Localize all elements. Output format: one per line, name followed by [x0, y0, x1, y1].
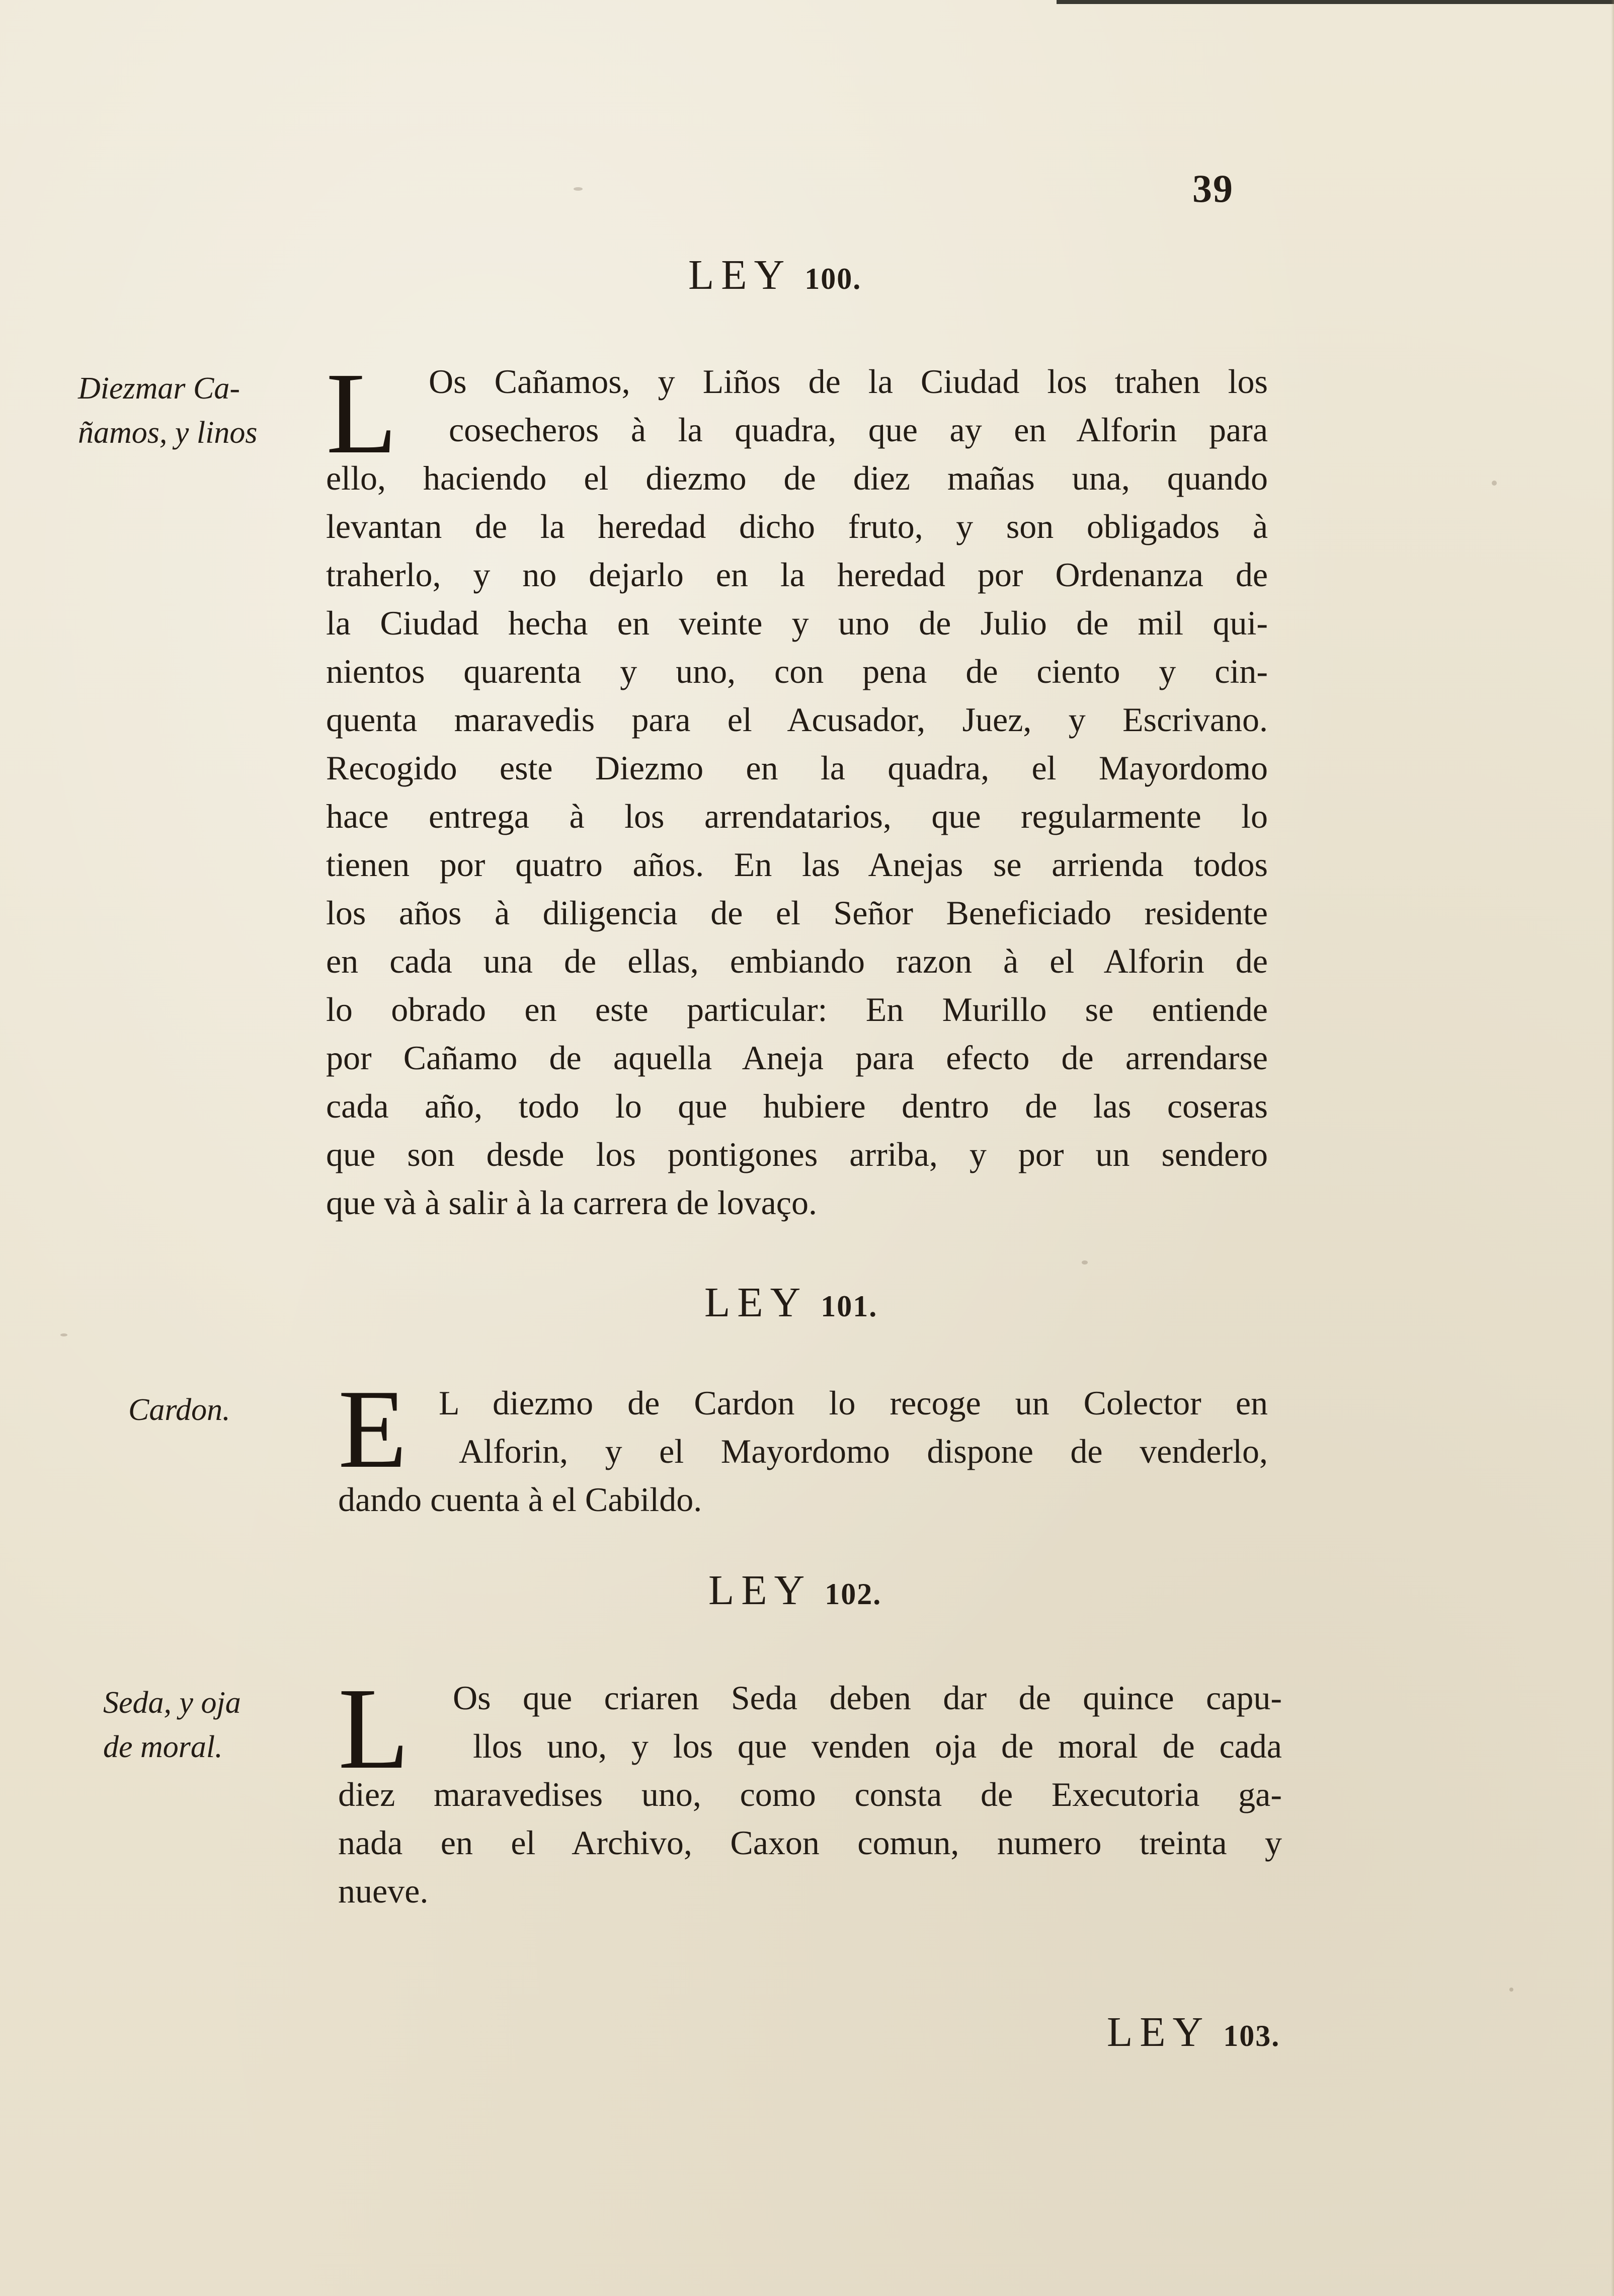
ley-heading-103	[1107, 2008, 1280, 2056]
margin-note-seda	[103, 1681, 241, 1769]
drop-cap-e: E	[338, 1367, 407, 1491]
paragraph-line: traherlo, y no dejarlo en la heredad por Ordenanza de	[326, 556, 1268, 594]
paragraph-line: llos uno, y los que venden oja de moral de cada	[473, 1727, 1282, 1765]
paper-speck	[574, 187, 583, 191]
paragraph-line: los años à diligencia de el Señor Beneficiado residente	[326, 894, 1268, 932]
paragraph-line: ello, haciendo el diezmo de diez mañas una, quando	[326, 459, 1268, 497]
margin-note-diezmar	[78, 366, 258, 455]
ley-heading-word: LEY	[688, 252, 792, 298]
paragraph-line: cada año, todo lo que hubiere dentro de las coseras	[326, 1087, 1268, 1125]
ley-heading-word: LEY	[704, 1279, 808, 1326]
ley-heading-102	[708, 1566, 881, 1615]
drop-cap-l: L	[338, 1664, 410, 1793]
paragraph-line: la Ciudad hecha en veinte y uno de Julio de mil qui-	[326, 604, 1268, 642]
paragraph-line: levantan de la heredad dicho fruto, y son obligados à	[326, 507, 1268, 545]
ley-heading-number: 102.	[825, 1577, 882, 1611]
paragraph-line: dando cuenta à el Cabildo.	[338, 1480, 702, 1519]
paragraph-line: tienen por quatro años. En las Anejas se arrienda todos	[326, 845, 1268, 884]
margin-note-line: Seda, y oja	[103, 1686, 241, 1720]
ley-heading-word: LEY	[1107, 2009, 1210, 2055]
paragraph-line: nientos quarenta y uno, con pena de ciento y cin-	[326, 652, 1268, 690]
paragraph-line: diez maravedises uno, como consta de Executoria ga-	[338, 1775, 1282, 1813]
paragraph-line: Alforin, y el Mayordomo dispone de venderlo,	[459, 1432, 1268, 1470]
ley-heading-number: 103.	[1223, 2019, 1280, 2052]
margin-note-line: de moral.	[103, 1730, 223, 1764]
paper-speck	[1509, 1988, 1513, 1992]
paragraph-line: L diezmo de Cardon lo recoge un Colector en	[439, 1384, 1268, 1422]
paragraph-line: en cada una de ellas, embiando razon à el Alforin de	[326, 942, 1268, 980]
paper-speck	[1082, 1260, 1088, 1264]
page-number: 39	[1192, 167, 1234, 210]
margin-note-line: ñamos, y linos	[78, 416, 258, 450]
ley-heading-101	[704, 1278, 877, 1327]
ley-heading-word: LEY	[708, 1567, 812, 1614]
margin-note-line: Cardon.	[128, 1393, 230, 1427]
paragraph-line: cosecheros à la quadra, que ay en Alforin para	[449, 411, 1268, 449]
scan-top-edge	[1057, 0, 1614, 4]
margin-note-cardon	[128, 1388, 230, 1432]
paragraph-line: por Cañamo de aquella Aneja para efecto de arrendarse	[326, 1039, 1268, 1077]
paragraph-line: nada en el Archivo, Caxon comun, numero treinta y	[338, 1824, 1282, 1862]
drop-cap-l: L	[326, 349, 397, 478]
ley-heading-number: 101.	[821, 1290, 878, 1323]
paragraph-line: lo obrado en este particular: En Murillo se entiende	[326, 990, 1268, 1028]
paragraph-line: que son desde los pontigones arriba, y por un sendero	[326, 1135, 1268, 1173]
ley-heading-100	[688, 251, 861, 299]
paragraph-line: hace entrega à los arrendatarios, que regularmente lo	[326, 797, 1268, 835]
paragraph-line: Os que criaren Seda deben dar de quince capu-	[453, 1679, 1282, 1717]
ley-heading-number: 100.	[804, 262, 862, 295]
paper-speck	[60, 1333, 67, 1336]
paragraph-line: nueve.	[338, 1872, 429, 1910]
paragraph-line: que và à salir à la carrera de lovaço.	[326, 1183, 817, 1222]
margin-note-line: Diezmar Ca-	[78, 371, 240, 406]
paper-speck	[1492, 481, 1497, 486]
paragraph-line: Os Cañamos, y Liños de la Ciudad los trahen los	[429, 362, 1268, 401]
page-shadow-edge	[1611, 0, 1614, 2296]
paragraph-line: Recogido este Diezmo en la quadra, el Mayordomo	[326, 749, 1268, 787]
paragraph-line: quenta maravedis para el Acusador, Juez, y Escrivano.	[326, 700, 1268, 739]
